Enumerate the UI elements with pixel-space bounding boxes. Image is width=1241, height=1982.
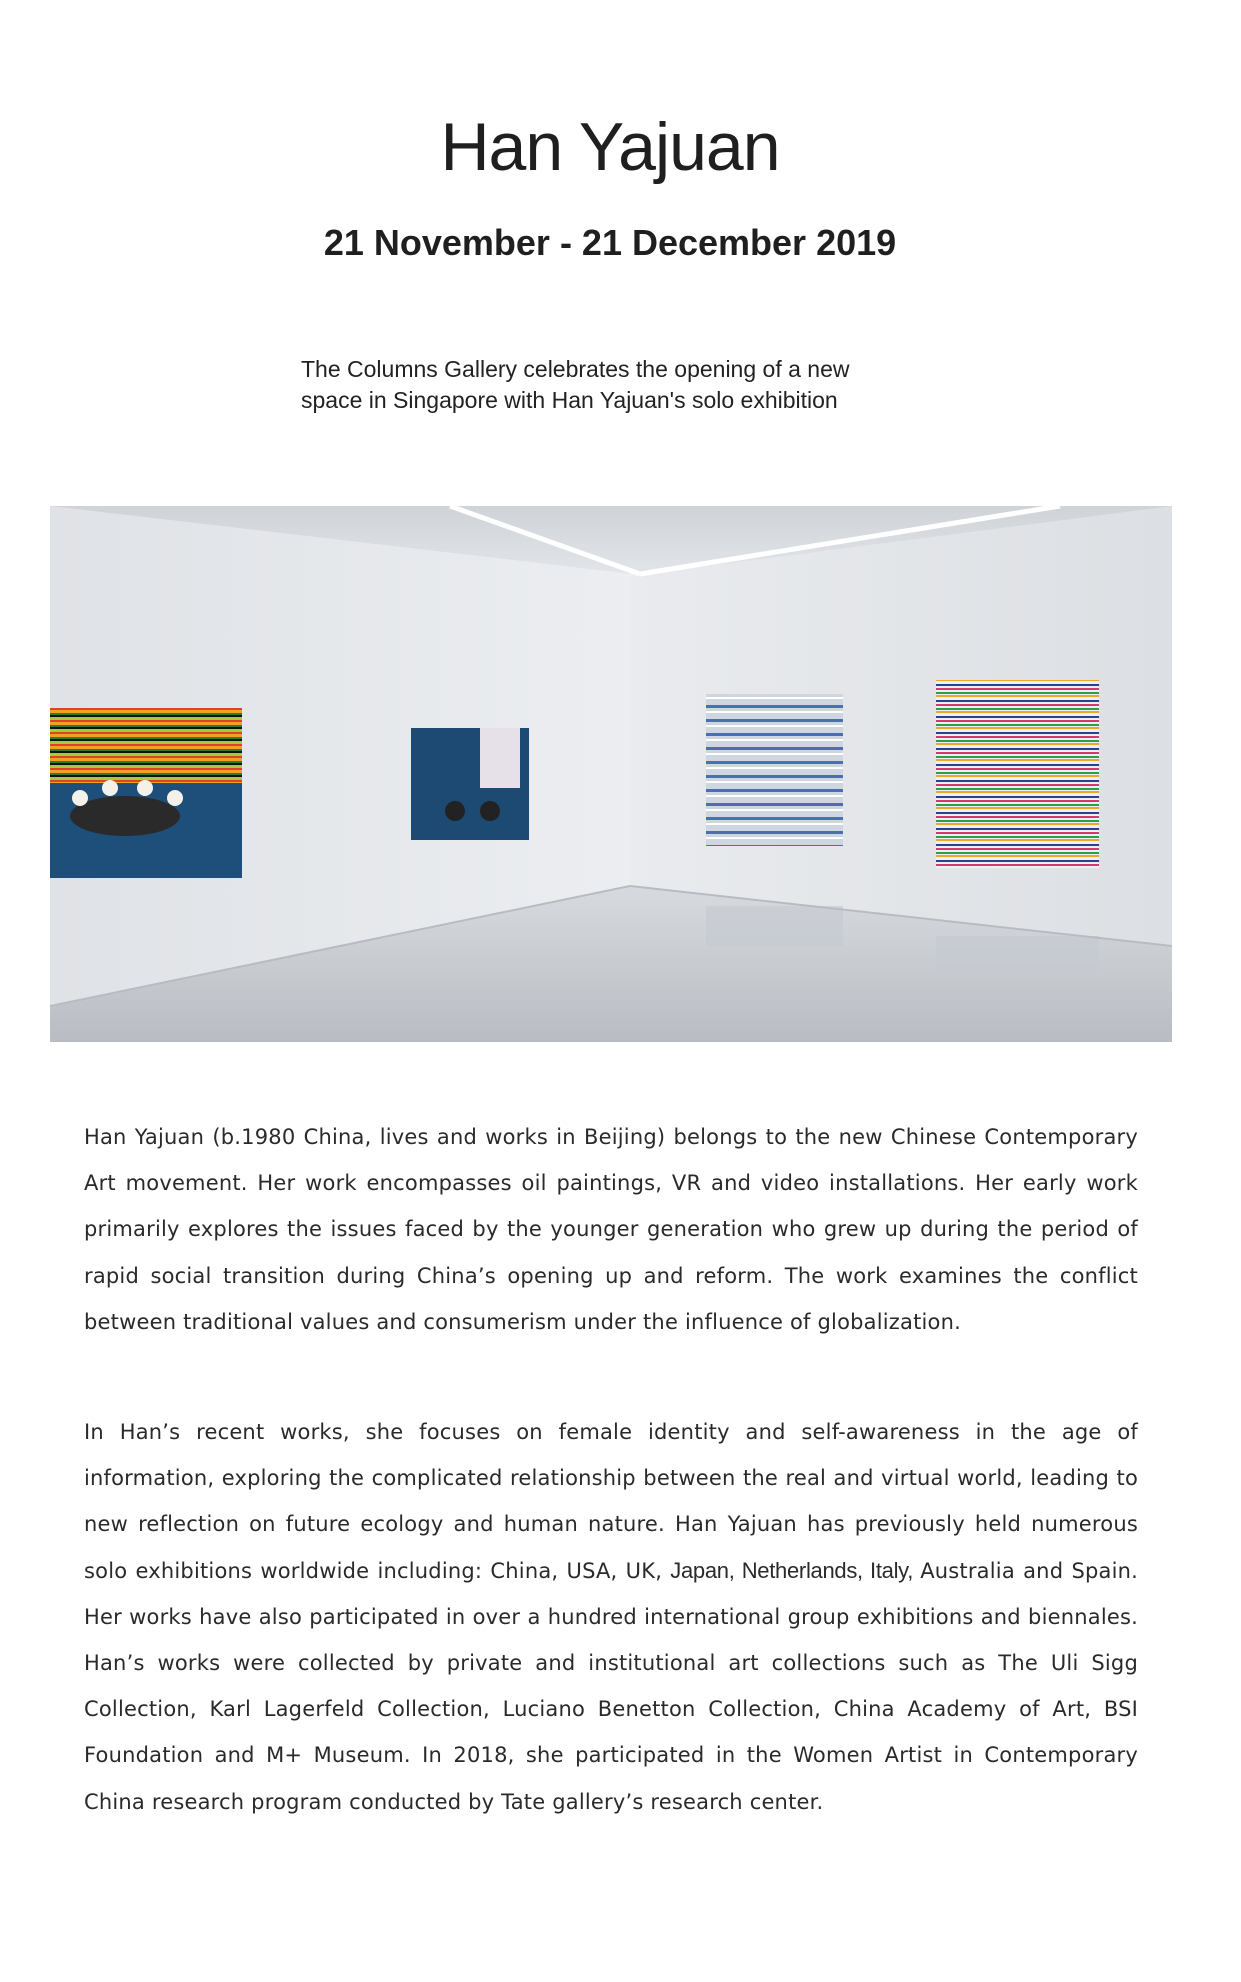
paragraph-2-countries: Japan, Netherlands, Italy, — [670, 1557, 921, 1583]
intro-text — [301, 354, 961, 416]
gallery-photo — [50, 506, 1172, 1042]
paragraph-2-end: Australia and Spain. Her works have also participated in over a hundred international group exhibitions and biennales. Han’s works were collected by private and institutional art collections such as The Uli Sigg Collection, Karl Lagerfeld Collection, Luciano Benetton Collection, China Academy of Art, BSI Foundation and M+ Museum. In 2018, she participated in the Women Artist in Contemporary China research program conducted by Tate gallery’s research center. — [84, 1558, 1138, 1814]
intro-line-2: space in Singapore with Han Yajuan's solo exhibition — [301, 387, 838, 413]
exhibition-dates: 21 November - 21 December 2019 — [323, 222, 897, 263]
body-paragraph-1: Han Yajuan (b.1980 China, lives and works in Beijing) belongs to the new Chinese Contemporary Art movement. Her work encompasses oil paintings, VR and video installations. Her early work primarily explores the issues faced by the younger generation who grew up during the period of rapid social transition during China’s opening up and reform. The work examines the conflict between traditional values and consumerism under the influence of globalization. — [84, 1125, 1138, 1334]
paragraph-2-start: In Han’s recent works, she focuses on female identity and self-awareness in the age of information, exploring the complicated relationship between the real and virtual world, leading to new reflection on future ecology and human nature. Han Yajuan has previously held numerous solo exhibitions worldwide including: China, USA, UK, — [84, 1420, 1138, 1583]
intro-line-1: The Columns Gallery celebrates the opening of a new — [301, 356, 850, 382]
page-title: Han Yajuan — [440, 109, 780, 185]
body-paragraph-2 — [84, 1409, 1138, 1825]
